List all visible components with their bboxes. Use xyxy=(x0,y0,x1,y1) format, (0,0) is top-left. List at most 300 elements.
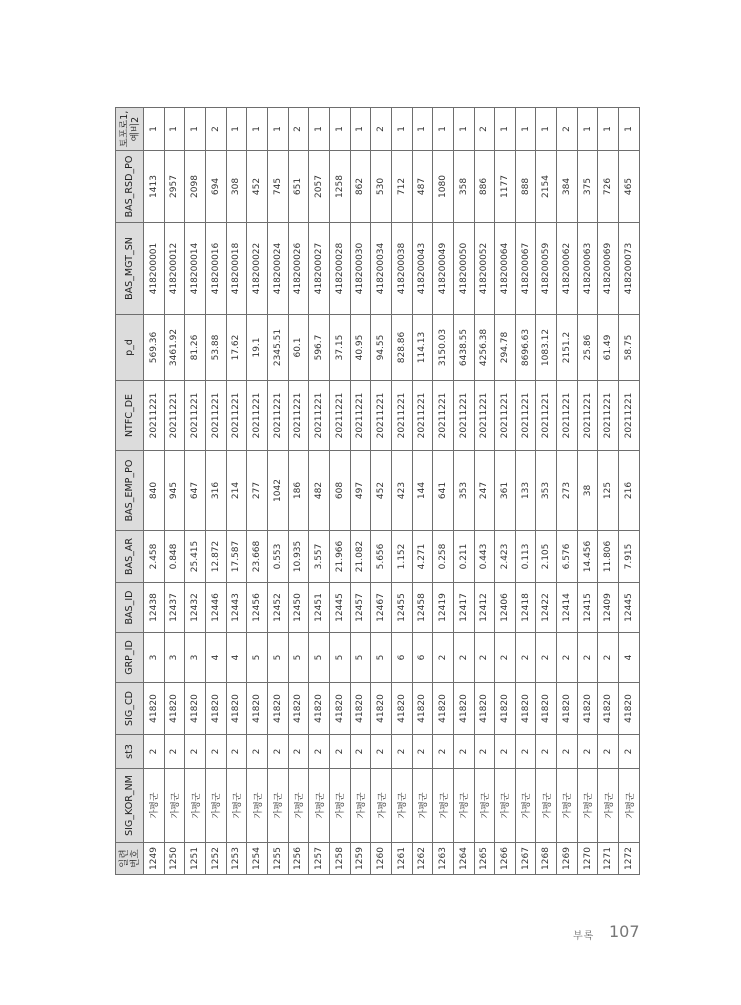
table-cell: 1267 xyxy=(515,843,536,875)
table-cell: 2.423 xyxy=(495,531,516,583)
table-cell: 20211221 xyxy=(598,381,619,451)
table-row xyxy=(205,108,226,875)
table-cell: 1258 xyxy=(329,151,350,223)
table-cell: 2 xyxy=(433,633,454,683)
table-cell: 216 xyxy=(619,451,640,531)
table-cell: 가평군 xyxy=(495,769,516,843)
table-row xyxy=(164,108,185,875)
table-cell: 1 xyxy=(453,108,474,151)
table-cell: 2 xyxy=(288,108,309,151)
table-cell: 41820 xyxy=(619,683,640,735)
table-cell: 12456 xyxy=(247,583,268,633)
table-cell: 12418 xyxy=(515,583,536,633)
table-cell: 2 xyxy=(557,633,578,683)
table-cell: 12419 xyxy=(433,583,454,633)
table-cell: 1 xyxy=(598,108,619,151)
table-cell: 5 xyxy=(247,633,268,683)
table-cell: 423 xyxy=(391,451,412,531)
table-cell: 0.258 xyxy=(433,531,454,583)
table-cell: 641 xyxy=(433,451,454,531)
table-cell: 81.26 xyxy=(185,315,206,381)
table-cell: 418200026 xyxy=(288,223,309,315)
table-cell: 41820 xyxy=(247,683,268,735)
table-cell: 353 xyxy=(453,451,474,531)
table-cell: 20211221 xyxy=(433,381,454,451)
table-cell: 5 xyxy=(309,633,330,683)
table-cell: 20211221 xyxy=(412,381,433,451)
table-cell: 3461.92 xyxy=(164,315,185,381)
table-cell: 1256 xyxy=(288,843,309,875)
table-cell: 20211221 xyxy=(557,381,578,451)
table-cell: 12438 xyxy=(144,583,165,633)
table-cell: 1258 xyxy=(329,843,350,875)
table-cell: 418200030 xyxy=(350,223,371,315)
table-row xyxy=(619,108,640,875)
table-cell: 12445 xyxy=(329,583,350,633)
table-cell: 41820 xyxy=(577,683,598,735)
table-cell: 12451 xyxy=(309,583,330,633)
column-header: BAS_EMP_PO xyxy=(116,451,144,531)
table-row xyxy=(557,108,578,875)
table-header-row xyxy=(116,108,144,875)
table-cell: 가평군 xyxy=(412,769,433,843)
table-cell: 745 xyxy=(267,151,288,223)
table-cell: 가평군 xyxy=(474,769,495,843)
table-cell: 19.1 xyxy=(247,315,268,381)
table-cell: 530 xyxy=(371,151,392,223)
table-cell: 7.915 xyxy=(619,531,640,583)
table-cell: 596.7 xyxy=(309,315,330,381)
table-cell: 20211221 xyxy=(247,381,268,451)
column-header: 토포로1, 예비2 xyxy=(116,108,144,151)
table-row xyxy=(350,108,371,875)
table-cell: 20211221 xyxy=(288,381,309,451)
table-cell: 41820 xyxy=(433,683,454,735)
table-cell: 1 xyxy=(350,108,371,151)
table-cell: 2.105 xyxy=(536,531,557,583)
table-cell: 12446 xyxy=(205,583,226,633)
column-header: SIG_CD xyxy=(116,683,144,735)
table-row xyxy=(309,108,330,875)
table-cell: 38 xyxy=(577,451,598,531)
table-cell: 4 xyxy=(619,633,640,683)
table-cell: 6.576 xyxy=(557,531,578,583)
table-cell: 0.443 xyxy=(474,531,495,583)
table-cell: 3 xyxy=(164,633,185,683)
column-header: BAS_MGT_SN xyxy=(116,223,144,315)
table-cell: 41820 xyxy=(205,683,226,735)
table-cell: 5 xyxy=(267,633,288,683)
table-cell: 가평군 xyxy=(185,769,206,843)
table-row xyxy=(371,108,392,875)
table-cell: 0.113 xyxy=(515,531,536,583)
table-cell: 2 xyxy=(144,735,165,769)
table-row xyxy=(577,108,598,875)
table-cell: 2057 xyxy=(309,151,330,223)
table-cell: 144 xyxy=(412,451,433,531)
table-cell: 945 xyxy=(164,451,185,531)
rotated-table-container xyxy=(115,110,640,875)
table-cell: 가평군 xyxy=(619,769,640,843)
table-cell: 2098 xyxy=(185,151,206,223)
table-cell: 20211221 xyxy=(329,381,350,451)
table-row xyxy=(412,108,433,875)
table-cell: 1 xyxy=(412,108,433,151)
table-cell: 418200012 xyxy=(164,223,185,315)
table-cell: 2957 xyxy=(164,151,185,223)
table-cell: 6438.55 xyxy=(453,315,474,381)
table-cell: 418200034 xyxy=(371,223,392,315)
table-cell: 418200027 xyxy=(309,223,330,315)
table-cell: 694 xyxy=(205,151,226,223)
table-cell: 114.13 xyxy=(412,315,433,381)
table-cell: 1262 xyxy=(412,843,433,875)
table-cell: 273 xyxy=(557,451,578,531)
table-cell: 2 xyxy=(185,735,206,769)
table-row xyxy=(536,108,557,875)
table-cell: 1271 xyxy=(598,843,619,875)
table-row xyxy=(247,108,268,875)
table-cell: 1266 xyxy=(495,843,516,875)
table-cell: 2 xyxy=(495,633,516,683)
table-row xyxy=(391,108,412,875)
table-cell: 0.848 xyxy=(164,531,185,583)
table-cell: 20211221 xyxy=(391,381,412,451)
table-cell: 1252 xyxy=(205,843,226,875)
column-header: p_d xyxy=(116,315,144,381)
table-cell: 418200050 xyxy=(453,223,474,315)
table-cell: 608 xyxy=(329,451,350,531)
table-row xyxy=(329,108,350,875)
table-cell: 가평군 xyxy=(329,769,350,843)
table-cell: 828.86 xyxy=(391,315,412,381)
column-header: 일련 번호 xyxy=(116,843,144,875)
table-cell: 25.86 xyxy=(577,315,598,381)
table-cell: 21.966 xyxy=(329,531,350,583)
table-cell: 20211221 xyxy=(371,381,392,451)
table-cell: 8696.63 xyxy=(515,315,536,381)
table-cell: 1270 xyxy=(577,843,598,875)
table-cell: 41820 xyxy=(371,683,392,735)
table-cell: 1253 xyxy=(226,843,247,875)
table-cell: 2 xyxy=(515,633,536,683)
table-cell: 2 xyxy=(309,735,330,769)
table-cell: 1251 xyxy=(185,843,206,875)
table-cell: 5 xyxy=(329,633,350,683)
table-cell: 가평군 xyxy=(515,769,536,843)
table-cell: 452 xyxy=(371,451,392,531)
table-cell: 2 xyxy=(577,735,598,769)
table-row xyxy=(226,108,247,875)
table-cell: 20211221 xyxy=(309,381,330,451)
table-cell: 10.935 xyxy=(288,531,309,583)
table-cell: 0.553 xyxy=(267,531,288,583)
table-cell: 20211221 xyxy=(350,381,371,451)
table-cell: 1083.12 xyxy=(536,315,557,381)
table-cell: 2 xyxy=(577,633,598,683)
table-cell: 2154 xyxy=(536,151,557,223)
table-cell: 487 xyxy=(412,151,433,223)
table-cell: 247 xyxy=(474,451,495,531)
table-row xyxy=(267,108,288,875)
table-cell: 2 xyxy=(205,735,226,769)
table-cell: 1 xyxy=(226,108,247,151)
table-cell: 418200022 xyxy=(247,223,268,315)
table-cell: 25.415 xyxy=(185,531,206,583)
table-cell: 20211221 xyxy=(164,381,185,451)
table-cell: 418200014 xyxy=(185,223,206,315)
table-cell: 2 xyxy=(267,735,288,769)
table-cell: 12.872 xyxy=(205,531,226,583)
table-row xyxy=(453,108,474,875)
table-cell: 3150.03 xyxy=(433,315,454,381)
table-cell: 277 xyxy=(247,451,268,531)
table-cell: 1 xyxy=(247,108,268,151)
table-cell: 41820 xyxy=(226,683,247,735)
table-cell: 482 xyxy=(309,451,330,531)
table-cell: 888 xyxy=(515,151,536,223)
table-cell: 41820 xyxy=(350,683,371,735)
column-header: BAS_AR xyxy=(116,531,144,583)
table-cell: 361 xyxy=(495,451,516,531)
table-cell: 2 xyxy=(371,108,392,151)
table-cell: 1264 xyxy=(453,843,474,875)
table-cell: 2 xyxy=(205,108,226,151)
table-cell: 41820 xyxy=(536,683,557,735)
table-cell: 가평군 xyxy=(205,769,226,843)
table-cell: 418200064 xyxy=(495,223,516,315)
table-cell: 465 xyxy=(619,151,640,223)
table-cell: 40.95 xyxy=(350,315,371,381)
table-cell: 647 xyxy=(185,451,206,531)
table-cell: 11.806 xyxy=(598,531,619,583)
table-cell: 2345.51 xyxy=(267,315,288,381)
table-cell: 1 xyxy=(185,108,206,151)
table-cell: 418200028 xyxy=(329,223,350,315)
table-cell: 61.49 xyxy=(598,315,619,381)
column-header: SIG_KOR_NM xyxy=(116,769,144,843)
table-cell: 12445 xyxy=(619,583,640,633)
table-cell: 12417 xyxy=(453,583,474,633)
table-cell: 41820 xyxy=(598,683,619,735)
table-cell: 862 xyxy=(350,151,371,223)
table-cell: 41820 xyxy=(495,683,516,735)
table-cell: 418200001 xyxy=(144,223,165,315)
table-cell: 0.211 xyxy=(453,531,474,583)
table-cell: 1 xyxy=(267,108,288,151)
table-cell: 2 xyxy=(329,735,350,769)
table-cell: 가평군 xyxy=(371,769,392,843)
table-cell: 418200018 xyxy=(226,223,247,315)
table-cell: 41820 xyxy=(557,683,578,735)
table-cell: 4 xyxy=(226,633,247,683)
table-cell: 3.557 xyxy=(309,531,330,583)
table-cell: 가평군 xyxy=(391,769,412,843)
table-cell: 886 xyxy=(474,151,495,223)
table-cell: 12406 xyxy=(495,583,516,633)
table-cell: 316 xyxy=(205,451,226,531)
table-cell: 20211221 xyxy=(536,381,557,451)
table-cell: 1 xyxy=(144,108,165,151)
table-cell: 1.152 xyxy=(391,531,412,583)
table-cell: 1257 xyxy=(309,843,330,875)
table-body xyxy=(144,108,640,875)
table-cell: 53.88 xyxy=(205,315,226,381)
table-row xyxy=(495,108,516,875)
table-cell: 가평군 xyxy=(247,769,268,843)
table-row xyxy=(474,108,495,875)
table-cell: 2 xyxy=(371,735,392,769)
table-cell: 20211221 xyxy=(619,381,640,451)
table-cell: 840 xyxy=(144,451,165,531)
table-cell: 418200059 xyxy=(536,223,557,315)
table-cell: 4.271 xyxy=(412,531,433,583)
table-cell: 5.656 xyxy=(371,531,392,583)
column-header: BAS_ID xyxy=(116,583,144,633)
page-footer xyxy=(573,922,643,942)
table-cell: 1250 xyxy=(164,843,185,875)
table-cell: 41820 xyxy=(453,683,474,735)
table-cell: 20211221 xyxy=(474,381,495,451)
table-cell: 60.1 xyxy=(288,315,309,381)
table-cell: 6 xyxy=(391,633,412,683)
table-cell: 가평군 xyxy=(557,769,578,843)
table-cell: 1268 xyxy=(536,843,557,875)
table-cell: 1 xyxy=(495,108,516,151)
table-cell: 1 xyxy=(309,108,330,151)
table-cell: 418200049 xyxy=(433,223,454,315)
table-cell: 5 xyxy=(350,633,371,683)
table-cell: 20211221 xyxy=(453,381,474,451)
table-cell: 1 xyxy=(329,108,350,151)
table-cell: 5 xyxy=(288,633,309,683)
table-cell: 2151.2 xyxy=(557,315,578,381)
table-cell: 1 xyxy=(577,108,598,151)
table-cell: 2 xyxy=(247,735,268,769)
table-cell: 12412 xyxy=(474,583,495,633)
table-row xyxy=(144,108,165,875)
table-cell: 41820 xyxy=(329,683,350,735)
table-cell: 2 xyxy=(557,735,578,769)
table-cell: 1 xyxy=(619,108,640,151)
table-cell: 651 xyxy=(288,151,309,223)
table-cell: 가평군 xyxy=(267,769,288,843)
column-header: GRP_ID xyxy=(116,633,144,683)
table-cell: 12452 xyxy=(267,583,288,633)
column-header: st3 xyxy=(116,735,144,769)
page-number: 107 xyxy=(609,922,640,941)
table-cell: 384 xyxy=(557,151,578,223)
table-cell: 1 xyxy=(391,108,412,151)
table-cell: 1413 xyxy=(144,151,165,223)
table-cell: 17.62 xyxy=(226,315,247,381)
table-cell: 1260 xyxy=(371,843,392,875)
table-cell: 418200063 xyxy=(577,223,598,315)
table-cell: 2 xyxy=(453,633,474,683)
table-cell: 2 xyxy=(557,108,578,151)
table-cell: 37.15 xyxy=(329,315,350,381)
table-cell: 1261 xyxy=(391,843,412,875)
table-cell: 가평군 xyxy=(453,769,474,843)
table-cell: 12414 xyxy=(557,583,578,633)
table-cell: 2 xyxy=(474,735,495,769)
table-cell: 1 xyxy=(433,108,454,151)
table-cell: 2.458 xyxy=(144,531,165,583)
table-cell: 20211221 xyxy=(144,381,165,451)
table-cell: 41820 xyxy=(474,683,495,735)
table-cell: 2 xyxy=(515,735,536,769)
table-cell: 2 xyxy=(226,735,247,769)
table-cell: 418200067 xyxy=(515,223,536,315)
table-cell: 4256.38 xyxy=(474,315,495,381)
table-cell: 1263 xyxy=(433,843,454,875)
table-cell: 418200062 xyxy=(557,223,578,315)
table-cell: 6 xyxy=(412,633,433,683)
table-cell: 1 xyxy=(536,108,557,151)
table-cell: 1042 xyxy=(267,451,288,531)
table-cell: 2 xyxy=(453,735,474,769)
table-cell: 1272 xyxy=(619,843,640,875)
table-cell: 418200043 xyxy=(412,223,433,315)
table-cell: 418200038 xyxy=(391,223,412,315)
table-cell: 20211221 xyxy=(515,381,536,451)
table-cell: 20211221 xyxy=(226,381,247,451)
table-cell: 가평군 xyxy=(536,769,557,843)
table-cell: 17.587 xyxy=(226,531,247,583)
table-cell: 12458 xyxy=(412,583,433,633)
table-cell: 452 xyxy=(247,151,268,223)
table-cell: 2 xyxy=(350,735,371,769)
table-row xyxy=(288,108,309,875)
table-cell: 1249 xyxy=(144,843,165,875)
table-cell: 375 xyxy=(577,151,598,223)
table-cell: 3 xyxy=(185,633,206,683)
table-cell: 41820 xyxy=(164,683,185,735)
table-cell: 133 xyxy=(515,451,536,531)
table-rotator xyxy=(115,110,640,875)
table-cell: 712 xyxy=(391,151,412,223)
table-cell: 12415 xyxy=(577,583,598,633)
table-cell: 2 xyxy=(619,735,640,769)
table-cell: 2 xyxy=(412,735,433,769)
column-header: BAS_RSD_PO xyxy=(116,151,144,223)
table-cell: 214 xyxy=(226,451,247,531)
table-cell: 41820 xyxy=(412,683,433,735)
table-cell: 41820 xyxy=(267,683,288,735)
table-row xyxy=(598,108,619,875)
table-cell: 20211221 xyxy=(577,381,598,451)
table-cell: 497 xyxy=(350,451,371,531)
table-cell: 가평군 xyxy=(144,769,165,843)
table-cell: 가평군 xyxy=(164,769,185,843)
table-cell: 2 xyxy=(288,735,309,769)
table-cell: 41820 xyxy=(391,683,412,735)
table-cell: 20211221 xyxy=(267,381,288,451)
table-cell: 308 xyxy=(226,151,247,223)
table-cell: 가평군 xyxy=(226,769,247,843)
table-cell: 가평군 xyxy=(288,769,309,843)
table-cell: 1177 xyxy=(495,151,516,223)
table-cell: 94.55 xyxy=(371,315,392,381)
table-cell: 가평군 xyxy=(598,769,619,843)
table-cell: 41820 xyxy=(185,683,206,735)
table-cell: 가평군 xyxy=(577,769,598,843)
table-cell: 12432 xyxy=(185,583,206,633)
table-cell: 12409 xyxy=(598,583,619,633)
table-cell: 41820 xyxy=(515,683,536,735)
table-cell: 418200016 xyxy=(205,223,226,315)
table-cell: 1080 xyxy=(433,151,454,223)
